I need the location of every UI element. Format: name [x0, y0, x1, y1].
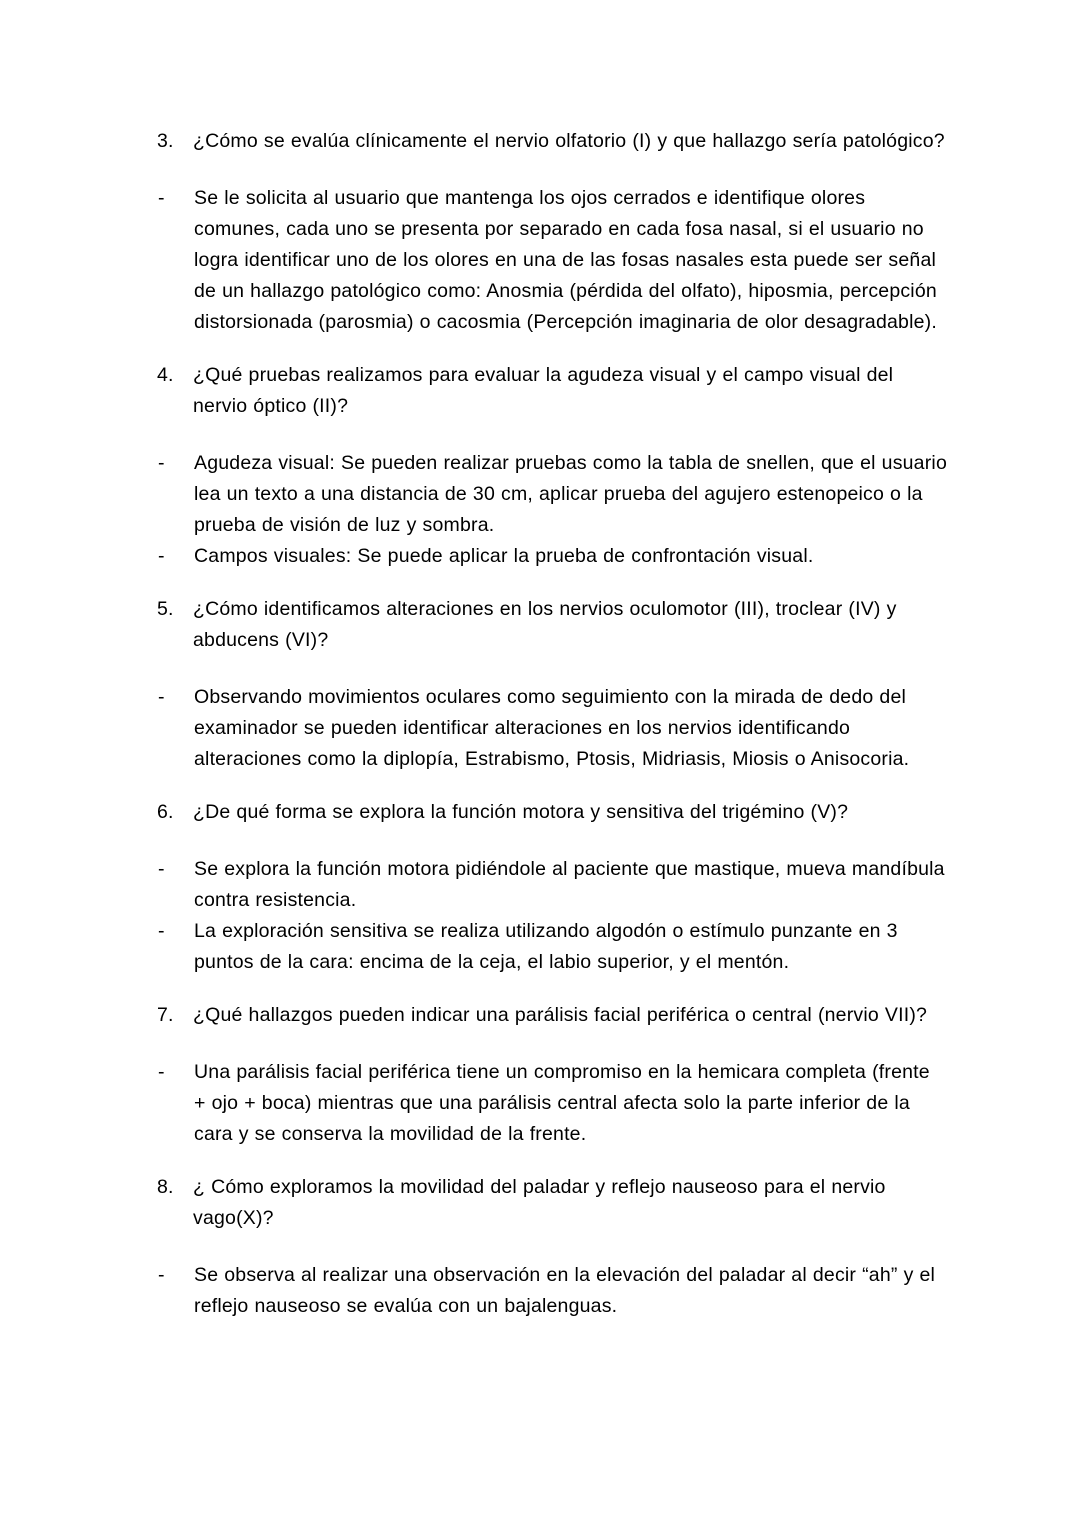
- dash-list-item: [157, 183, 947, 338]
- answer-text: Se le solicita al usuario que mantenga los ojos cerrados e identifique olores comunes, cada uno se presenta por separado en cada fosa nasal, si el usuario no logra identificar uno de los olores en una de las fosas nasales esta puede ser señal de un hallazgo patológico como: Anosmia (pérdida del olfato), hiposmia, percepción distorsionada (parosmia) o cacosmia (Percepción imaginaria de olor desagradable).: [194, 187, 937, 333]
- dash-list-item: [157, 448, 947, 541]
- numbered-list-item: [157, 1172, 947, 1234]
- answer-text: La exploración sensitiva se realiza utilizando algodón o estímulo punzante en 3 puntos de la cara: encima de la ceja, el labio superior, y el mentón.: [194, 920, 898, 973]
- answer-text: Campos visuales: Se puede aplicar la prueba de confrontación visual.: [194, 545, 814, 567]
- numbered-list-item: [157, 1000, 947, 1031]
- list-marker-dash: -: [158, 920, 165, 942]
- list-marker-number: 5.: [157, 598, 174, 620]
- list-marker-dash: -: [158, 452, 165, 474]
- dash-list-item: [157, 916, 947, 978]
- list-marker-dash: -: [158, 858, 165, 880]
- answer-block: [157, 1057, 947, 1150]
- question-text: ¿De qué forma se explora la función motora y sensitiva del trigémino (V)?: [193, 801, 849, 823]
- question-block: [157, 360, 947, 422]
- question-block: [157, 594, 947, 656]
- dash-list-item: [157, 1057, 947, 1150]
- answer-text: Observando movimientos oculares como seguimiento con la mirada de dedo del examinador se pueden identificar alteraciones en los nervios identificando alteraciones como la diplopía, Estrabismo, Ptosis, Midriasis, Miosis o Anisocoria.: [194, 686, 910, 770]
- list-marker-number: 8.: [157, 1176, 174, 1198]
- answer-block: [157, 1260, 947, 1322]
- list-marker-number: 6.: [157, 801, 174, 823]
- answer-text: Una parálisis facial periférica tiene un compromiso en la hemicara completa (frente + ojo + boca) mientras que una parálisis central afecta solo la parte inferior de la cara y se conserva la movilidad de la frente.: [194, 1061, 930, 1145]
- list-marker-dash: -: [158, 1061, 165, 1083]
- question-text: ¿Qué hallazgos pueden indicar una parálisis facial periférica o central (nervio VII)?: [193, 1004, 928, 1026]
- question-text: ¿Cómo identificamos alteraciones en los nervios oculomotor (III), troclear (IV) y abducens (VI)?: [193, 598, 897, 651]
- answer-text: Agudeza visual: Se pueden realizar pruebas como la tabla de snellen, que el usuario lea un texto a una distancia de 30 cm, aplicar prueba del agujero estenopeico o la prueba de visión de luz y sombra.: [194, 452, 947, 536]
- list-marker-number: 4.: [157, 364, 174, 386]
- numbered-list-item: [157, 797, 947, 828]
- list-marker-number: 7.: [157, 1004, 174, 1026]
- answer-block: [157, 183, 947, 338]
- answer-text: Se explora la función motora pidiéndole al paciente que mastique, mueva mandíbula contra resistencia.: [194, 858, 945, 911]
- list-marker-dash: -: [158, 1264, 165, 1286]
- question-block: [157, 1172, 947, 1234]
- question-block: [157, 126, 947, 157]
- list-marker-dash: -: [158, 686, 165, 708]
- document-body: [157, 126, 947, 1344]
- numbered-list-item: [157, 126, 947, 157]
- list-marker-number: 3.: [157, 130, 174, 152]
- dash-list-item: [157, 1260, 947, 1322]
- dash-list-item: [157, 682, 947, 775]
- question-block: [157, 1000, 947, 1031]
- question-text: ¿Qué pruebas realizamos para evaluar la agudeza visual y el campo visual del nervio óptico (II)?: [193, 364, 894, 417]
- question-block: [157, 797, 947, 828]
- dash-list-item: [157, 854, 947, 916]
- answer-text: Se observa al realizar una observación en la elevación del paladar al decir “ah” y el reflejo nauseoso se evalúa con un bajalenguas.: [194, 1264, 936, 1317]
- answer-block: [157, 448, 947, 572]
- answer-block: [157, 854, 947, 978]
- answer-block: [157, 682, 947, 775]
- question-text: ¿ Cómo exploramos la movilidad del paladar y reflejo nauseoso para el nervio vago(X)?: [193, 1176, 886, 1229]
- dash-list-item: [157, 541, 947, 572]
- list-marker-dash: -: [158, 187, 165, 209]
- question-text: ¿Cómo se evalúa clínicamente el nervio olfatorio (I) y que hallazgo sería patológico?: [193, 130, 945, 152]
- numbered-list-item: [157, 360, 947, 422]
- numbered-list-item: [157, 594, 947, 656]
- list-marker-dash: -: [158, 545, 165, 567]
